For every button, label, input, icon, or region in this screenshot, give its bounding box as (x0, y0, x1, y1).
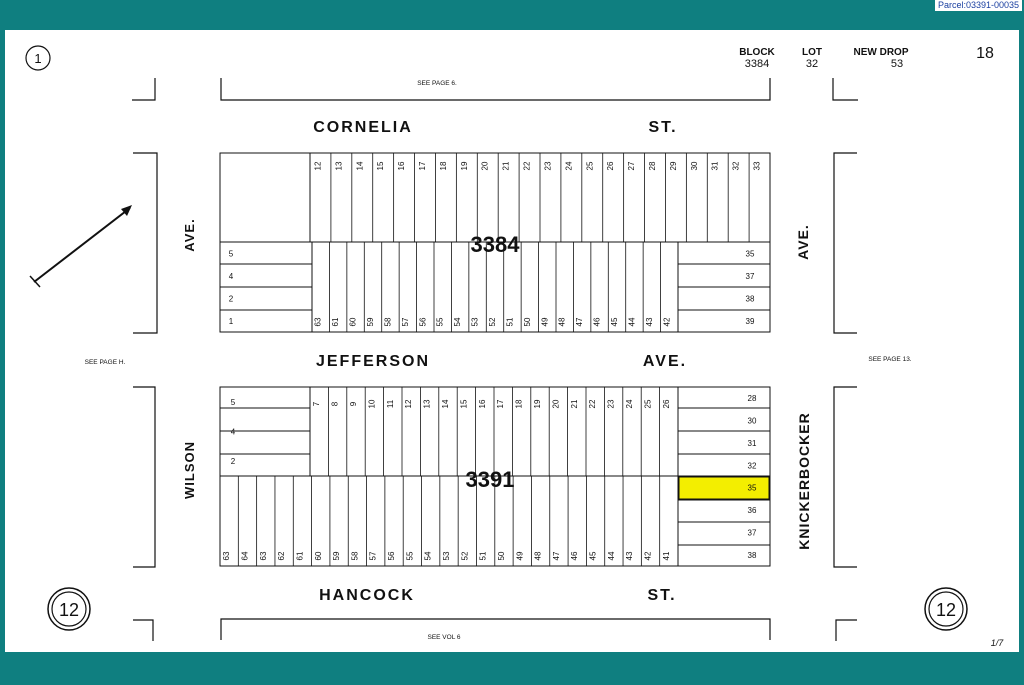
lot-number: 19 (533, 399, 542, 409)
lot-number: 58 (350, 551, 360, 561)
lot-number: 64 (240, 551, 250, 561)
lot-number: 18 (438, 161, 448, 171)
lot-number: 13 (422, 399, 432, 409)
lot-number: 45 (610, 317, 619, 327)
lot-number: 44 (606, 551, 616, 561)
lot-number: 12 (313, 161, 323, 171)
lot-number: 43 (644, 317, 654, 327)
lot-number: 62 (277, 551, 287, 561)
lot-number: 57 (368, 551, 378, 561)
lot-number: 59 (366, 317, 375, 327)
block-value: 3384 (744, 58, 770, 70)
lot-number: 53 (470, 317, 480, 327)
lot-number: 20 (480, 161, 490, 171)
parcel-id-label: Parcel:03391-00035 (935, 0, 1022, 11)
lot-number: 4 (230, 427, 236, 437)
lot-number: 26 (661, 399, 671, 409)
lot-number: 13 (334, 161, 344, 171)
note-see-page-right: SEE PAGE 13. (868, 356, 912, 363)
lot-number: 51 (505, 317, 515, 327)
lot-number: 54 (453, 317, 463, 327)
lot-number: 17 (418, 161, 427, 171)
lot-number: 37 (747, 528, 757, 538)
street-suffix-cornelia: ST. (648, 119, 678, 136)
lot-number: 47 (551, 551, 561, 561)
lot-number: 31 (710, 161, 720, 171)
lot-number: 20 (551, 399, 561, 409)
page-number: 18 (976, 45, 994, 62)
lot-number: 63 (313, 317, 323, 327)
block-3391-top-lot-numbers (312, 399, 671, 408)
lot-number: 15 (459, 399, 469, 409)
note-see-page-top: SEE PAGE 6. (417, 80, 457, 87)
block-number-lower: 3391 (465, 467, 515, 492)
street-suffix-jefferson: AVE. (642, 353, 688, 370)
lot-number: 47 (575, 317, 585, 327)
lot-number: 23 (606, 399, 616, 409)
lot-number: 4 (228, 271, 234, 281)
lot-number: 30 (689, 161, 699, 171)
lot-number: 44 (627, 317, 637, 327)
lot-number: 60 (313, 551, 323, 561)
lot-number: 21 (569, 399, 579, 409)
lot-number: 32 (731, 161, 741, 171)
lot-number: 25 (585, 161, 595, 171)
lot-number: 35 (747, 483, 757, 493)
new-drop-label: NEW DROP (853, 47, 909, 58)
street-suffix-wilson: AVE. (182, 218, 197, 252)
block-3384-top-lot-lines (331, 153, 749, 242)
svg-text:12: 12 (935, 600, 957, 620)
lot-number: 53 (442, 551, 451, 561)
lot-number: 18 (514, 399, 524, 409)
lot-number: 38 (745, 294, 755, 304)
lot-number: 28 (747, 394, 757, 404)
block-label: BLOCK (739, 47, 775, 58)
lot-number: 28 (648, 161, 657, 171)
lot-number: 51 (478, 551, 488, 561)
lot-number: 27 (627, 161, 637, 171)
lot-number: 63 (258, 551, 268, 561)
street-name-jefferson: JEFFERSON (315, 353, 431, 370)
lot-number: 12 (404, 399, 414, 409)
block-3384-top-lot-numbers (313, 161, 761, 170)
lot-number: 42 (643, 551, 653, 561)
lot-number: 10 (367, 399, 377, 409)
lot-number: 37 (745, 271, 755, 281)
lot-number: 31 (747, 438, 757, 448)
lot-number: 56 (418, 317, 428, 327)
lot-number: 46 (592, 317, 602, 327)
lot-number: 35 (745, 249, 755, 259)
lot-number: 25 (643, 399, 653, 409)
lot-number: 36 (747, 506, 757, 516)
lot-number: 61 (295, 551, 305, 561)
lot-value: 32 (805, 58, 819, 70)
new-drop-value: 53 (890, 58, 904, 70)
block-3384-bottom-lot-numbers (314, 317, 672, 326)
lot-number: 15 (376, 161, 386, 171)
block-3391-bottom-lot-numbers (222, 551, 671, 560)
lot-label: LOT (802, 47, 822, 58)
lot-number: 48 (533, 551, 543, 561)
lot-number: 39 (745, 316, 755, 326)
section-marker-right (925, 588, 967, 630)
lot-number: 38 (747, 550, 757, 560)
lot-number: 17 (496, 399, 506, 409)
street-name-cornelia: CORNELIA (313, 119, 413, 136)
corner-note: 1/7 (990, 638, 1004, 648)
lot-number: 32 (747, 461, 757, 471)
lot-number: 2 (228, 294, 234, 304)
lot-number: 63 (222, 551, 232, 561)
lot-number: 43 (625, 551, 635, 561)
lot-number: 16 (477, 399, 487, 409)
street-name-knickerbocker: KNICKERBOCKER (796, 412, 812, 550)
lot-number: 11 (385, 399, 395, 409)
lot-number: 24 (625, 399, 634, 409)
street-suffix-knickerbocker: AVE. (795, 224, 811, 260)
lot-number: 23 (543, 161, 553, 171)
lot-number: 57 (400, 317, 410, 327)
lot-number: 52 (488, 317, 497, 327)
lot-number: 60 (348, 317, 358, 327)
street-name-wilson: WILSON (182, 441, 197, 499)
lot-number: 8 (330, 401, 340, 407)
lot-number: 22 (588, 399, 598, 409)
lot-number: 55 (435, 317, 445, 327)
lot-number: 26 (606, 161, 616, 171)
street-suffix-hancock: ST. (647, 587, 677, 604)
lot-number: 56 (387, 551, 397, 561)
lot-number: 61 (331, 317, 341, 327)
lot-number: 16 (397, 161, 407, 171)
lot-number: 2 (230, 457, 236, 467)
lot-number: 41 (661, 551, 671, 561)
lot-number: 24 (564, 161, 574, 171)
lot-number: 7 (312, 401, 322, 407)
lot-number: 52 (460, 551, 470, 561)
lot-number: 14 (355, 161, 365, 171)
lot-number: 1 (228, 316, 234, 326)
lot-number: 59 (332, 551, 342, 561)
sheet-number: 1 (34, 51, 42, 66)
street-name-hancock: HANCOCK (319, 587, 415, 604)
block-number-upper: 3384 (470, 232, 520, 257)
lot-number: 49 (540, 317, 550, 327)
lot-number: 42 (662, 317, 672, 327)
section-marker-left (48, 588, 90, 630)
lot-number: 54 (423, 551, 433, 561)
lot-number: 30 (747, 416, 757, 426)
north-arrow-icon (30, 205, 132, 287)
lot-number: 50 (522, 317, 532, 327)
lot-number: 33 (752, 161, 762, 171)
lot-number: 21 (501, 161, 511, 171)
lot-number: 9 (349, 401, 358, 407)
lot-number: 19 (459, 161, 469, 171)
lot-number: 49 (515, 551, 525, 561)
lot-number: 14 (441, 399, 450, 409)
lot-number: 48 (557, 317, 567, 327)
lot-number: 46 (570, 551, 580, 561)
lot-number: 29 (668, 161, 678, 171)
lot-number: 55 (405, 551, 415, 561)
svg-text:12: 12 (58, 600, 80, 620)
note-see-page-bottom: SEE VOL 6 (427, 634, 461, 641)
lot-number: 45 (588, 551, 598, 561)
lot-number: 50 (496, 551, 506, 561)
lot-number: 58 (383, 317, 393, 327)
lot-number: 5 (228, 249, 234, 259)
lot-number: 5 (230, 397, 236, 407)
note-see-page-left: SEE PAGE H. (84, 359, 126, 366)
lot-number: 22 (522, 161, 532, 171)
